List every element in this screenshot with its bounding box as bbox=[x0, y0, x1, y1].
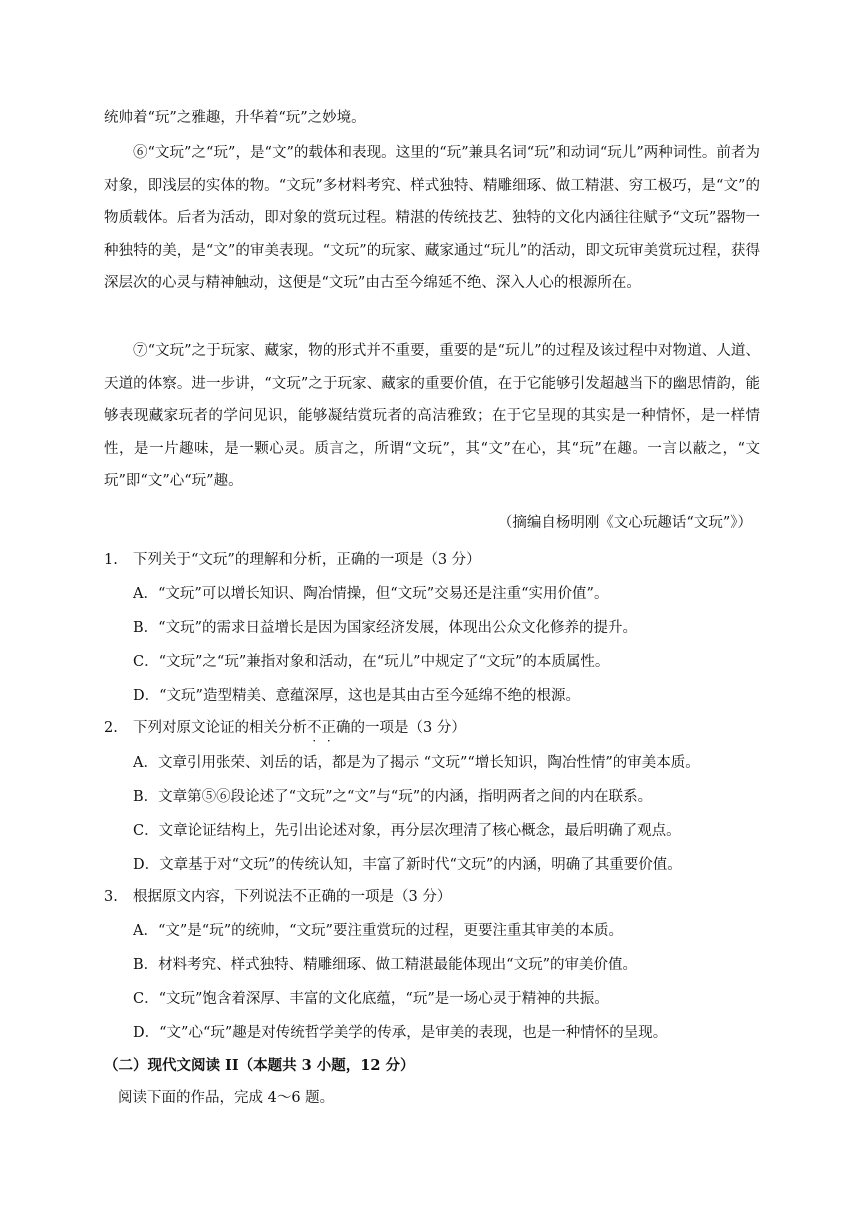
passage-paragraph-7: ⑦“文玩”之于玩家、藏家，物的形式并不重要，重要的是“玩儿”的过程及该过程中对物道、人道、天道的体察。进一步讲，“文玩”之于玩家、藏家的重要价值，在于它能够引发超越当下的幽思情韵，能够表现藏家玩者的学问见识，能够凝结赏玩者的高洁雅致；在于它呈现的其实是一种情怀，是一样情性，是一片趣味，是一颗心灵。质言之，所谓“文玩”，其“文”在心，其“玩”在趣。一言以蔽之，“文玩”即“文”心“玩”趣。 bbox=[104, 343, 760, 489]
question-3-stem: 根据原文内容，下列说法不正确的一项是（3 分） bbox=[133, 889, 452, 905]
section-instruction: 阅读下面的作品，完成 4～6 题。 bbox=[118, 1090, 335, 1106]
question-2-option-d: D．文章基于对“文玩”的传统认知，丰富了新时代“文玩”的内涵，明确了其重要价值。 bbox=[133, 857, 682, 873]
question-3-option-a: A．“文”是“玩”的统帅，“文玩”要注重赏玩的过程，更要注重其审美的本质。 bbox=[133, 923, 623, 939]
emphasis-char-zheng: 正 bbox=[321, 720, 336, 736]
question-2-option-a: A．文章引用张荣、刘岳的话，都是为了揭示 “文玩”“增长知识，陶冶性情”的审美本质。 bbox=[133, 755, 700, 771]
question-2-number: 2. bbox=[104, 720, 118, 736]
section-heading: （二）现代文阅读 II（本题共 3 小题，12 分） bbox=[104, 1057, 415, 1074]
question-2-stem-pre: 下列对原文论证的相关分析 bbox=[133, 720, 307, 736]
passage-line-continued: 统帅着“玩”之雅趣，升华着“玩”之妙境。 bbox=[104, 110, 366, 126]
question-1-option-a: A．“文玩”可以增长知识、陶冶情操，但“文玩”交易还是注重“实用价值”。 bbox=[133, 586, 609, 602]
emphasis-char-bu: 不 bbox=[307, 720, 322, 736]
passage-paragraph-6: ⑥“文玩”之“玩”，是“文”的载体和表现。这里的“玩”兼具名词“玩”和动词“玩儿”两种词性。前者为对象，即浅层的实体的物。“文玩”多材料考究、样式独特、精雕细琢、做工精湛、穷工极巧，是“文”的物质载体。后者为活动，即对象的赏玩过程。精湛的传统技艺、独特的文化内涵往往赋予“文玩”器物一种独特的美，是“文”的审美表现。“文玩”的玩家、藏家通过“玩儿”的活动，即文玩审美赏玩过程，获得深层次的心灵与精神触动，这便是“文玩”由古至今绵延不绝、深入人心的根源所在。 bbox=[104, 145, 760, 291]
question-1-number: 1. bbox=[104, 552, 118, 568]
question-2-option-b: B．文章第⑤⑥段论述了“文玩”之“文”与“玩”的内涵，指明两者之间的内在联系。 bbox=[133, 789, 653, 805]
question-2-stem bbox=[133, 718, 466, 738]
question-1-stem: 下列关于“文玩”的理解和分析，正确的一项是（3 分） bbox=[133, 552, 481, 568]
question-1-option-b: B．“文玩”的需求日益增长是因为国家经济发展，体现出公众文化修养的提升。 bbox=[133, 620, 637, 636]
question-2-option-c: C．文章论证结构上，先引出论述对象，再分层次理清了核心概念，最后明确了观点。 bbox=[133, 823, 681, 839]
passage-source: （摘编自杨明刚《文心玩趣话“文玩”》） bbox=[497, 515, 752, 531]
question-3-option-d: D．“文”心“玩”趣是对传统哲学美学的传承，是审美的表现，也是一种情怀的呈现。 bbox=[133, 1025, 668, 1041]
question-2-stem-post: 确的一项是（3 分） bbox=[336, 720, 466, 736]
question-1-option-d: D．“文玩”造型精美、意蕴深厚，这也是其由古至今延绵不绝的根源。 bbox=[133, 688, 580, 704]
question-1-option-c: C．“文玩”之“玩”兼指对象和活动，在“玩儿”中规定了“文玩”的本质属性。 bbox=[133, 654, 610, 670]
question-3-option-b: B．材料考究、样式独特、精雕细琢、做工精湛最能体现出“文玩”的审美价值。 bbox=[133, 957, 637, 973]
question-3-number: 3. bbox=[104, 889, 118, 905]
question-3-option-c: C．“文玩”饱含着深厚、丰富的文化底蕴，“玩”是一场心灵于精神的共振。 bbox=[133, 991, 609, 1007]
